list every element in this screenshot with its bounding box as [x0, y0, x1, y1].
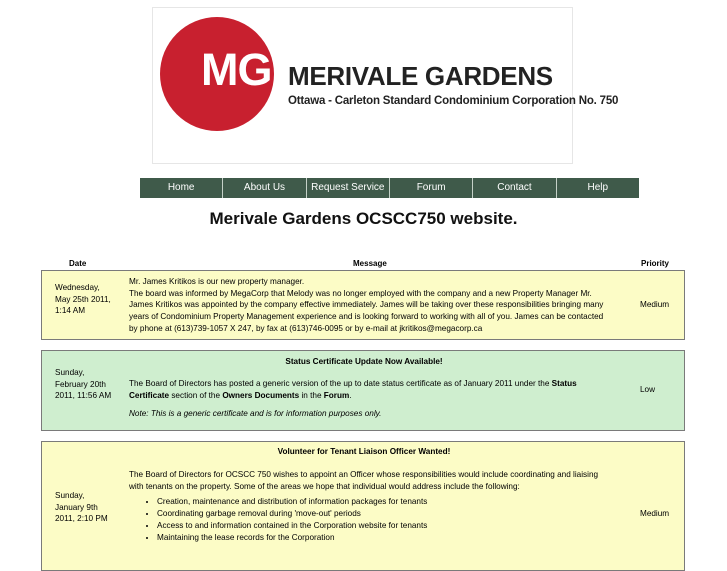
logo-name: MERIVALE GARDENS	[288, 61, 553, 91]
list-item: • Access to and information contained in the Corporation website for tenants	[157, 520, 614, 532]
post-priority: Low	[640, 385, 656, 394]
priority-column-header: Priority	[641, 259, 670, 268]
logo-initials: MG	[201, 44, 272, 95]
message-column-header: Message	[353, 259, 387, 268]
post-message	[129, 469, 614, 543]
post-date: Wednesday, May 25th 2011, 1:14 AM	[55, 283, 111, 316]
logo-subtitle: Ottawa - Carleton Standard Condominium Corporation No. 750	[288, 95, 619, 107]
post-line: The board was informed by MegaCorp that Melody was no longer employed with the company and a new Property Manager Mr. James Kritikos was appointed by the company effective immediately. James will be taking over these responsibilities bringing many years of Condominium Property Management experience and is looking forward to working with all of you. James can be contacted by phone at (613)739-1057 X 247, by fax at (613)746-0095 or by e-mail at jkritikos@megacorp.ca	[129, 288, 604, 333]
site-banner	[152, 7, 619, 164]
forum-link: Forum	[323, 390, 350, 400]
nav-help[interactable]: Help	[557, 178, 639, 198]
list-item: • Creation, maintenance and distribution of information packages for tenants	[157, 496, 614, 508]
page-title: Merivale Gardens OCSCC750 website.	[209, 209, 518, 228]
post-note: Note: This is a generic certificate and is for information purposes only.	[129, 409, 382, 419]
date-column-header: Date	[69, 259, 87, 268]
post-date: Sunday, January 9th 2011, 2:10 PM	[55, 491, 108, 524]
post-heading: Volunteer for Tenant Liaison Officer Wanted!	[277, 447, 451, 456]
post-message	[129, 378, 614, 420]
main-nav	[140, 178, 639, 198]
post-date: Sunday, February 20th 2011, 11:56 AM	[55, 368, 112, 401]
status-certificate-link: Status Certificate	[129, 379, 577, 400]
news-post	[41, 350, 685, 431]
post-line: Mr. James Kritikos is our new property manager.	[129, 277, 305, 286]
nav-home[interactable]: Home	[140, 178, 223, 198]
post-priority: Medium	[640, 509, 670, 518]
news-post	[41, 270, 685, 340]
post-intro: The Board of Directors for OCSCC 750 wishes to appoint an Officer whose responsibilities would include coordinating and liaising with tenants on the property. Some of the areas we hope that individual would address include the following:	[129, 470, 599, 491]
owners-documents-link: Owners Documents	[222, 390, 300, 400]
nav-contact[interactable]: Contact	[473, 178, 556, 198]
post-heading: Status Certificate Update Now Available!	[285, 357, 443, 366]
list-item: • Maintaining the lease records for the Corporation	[157, 532, 614, 544]
list-item: • Coordinating garbage removal during 'move-out' periods	[157, 508, 614, 520]
nav-about-us[interactable]: About Us	[223, 178, 306, 198]
nav-request-service[interactable]: Request Service	[307, 178, 390, 198]
nav-forum[interactable]: Forum	[390, 178, 473, 198]
post-priority: Medium	[640, 300, 670, 309]
post-bullet-list	[129, 496, 614, 543]
news-post	[41, 441, 685, 571]
post-body: The Board of Directors has posted a generic version of the up to date status certificate as of January 2011 under the Status Certificate section of the Owners Documents in the Forum.	[129, 379, 577, 400]
post-message	[129, 276, 614, 335]
